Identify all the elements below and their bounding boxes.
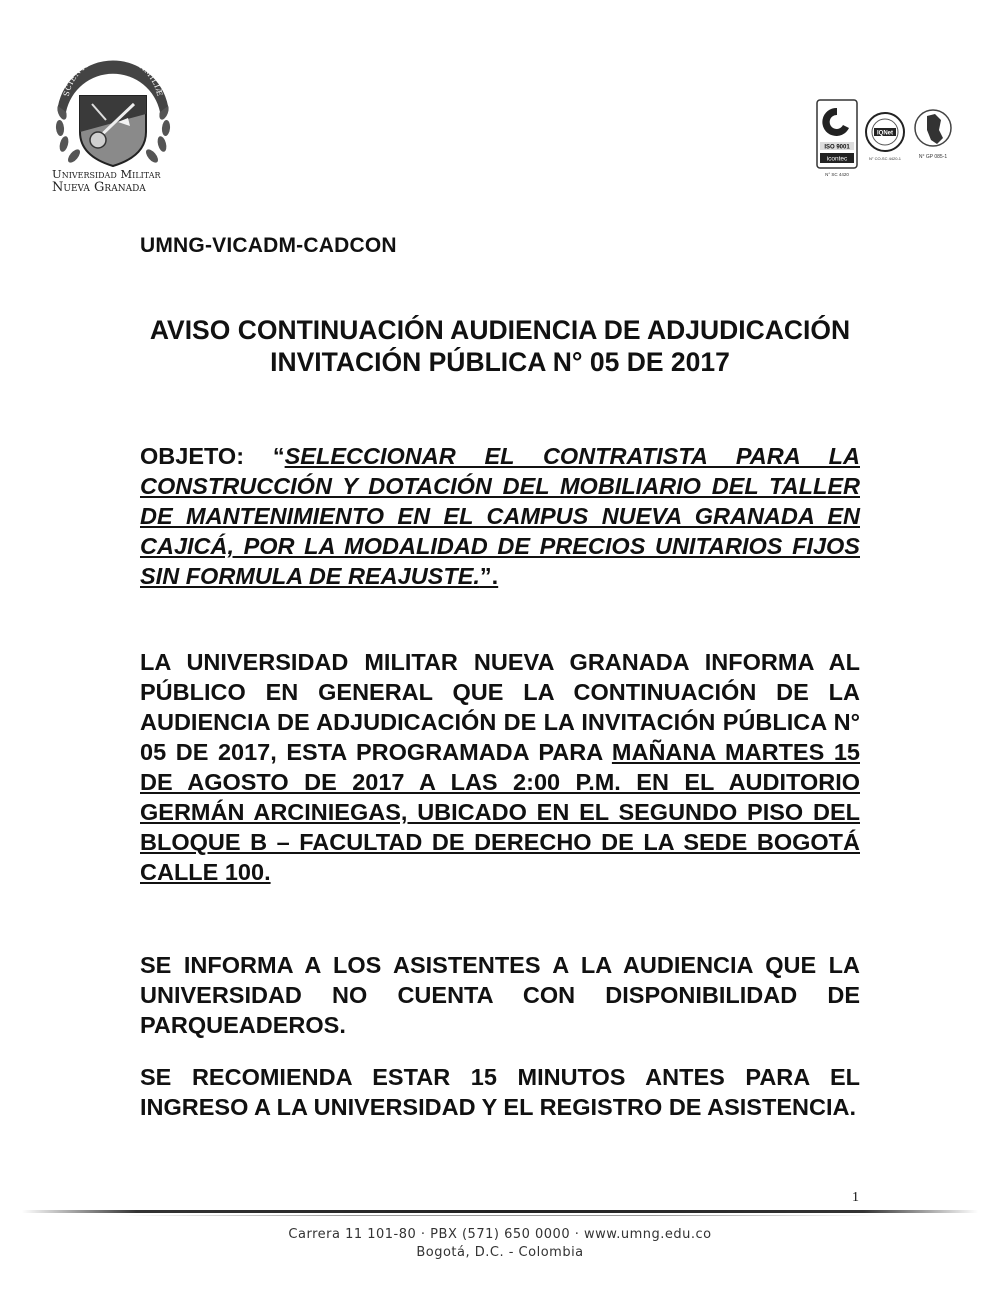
certification-seals-icon <box>815 98 960 178</box>
objeto-paragraph <box>140 441 860 591</box>
info-underlined-text: MAÑANA MARTES 15 DE AGOSTO DE 2017 A LAS 2:00 P.M. EN EL AUDITORIO GERMÁN ARCINIEGAS, UBICADO EN EL SEGUNDO PISO DEL BLOQUE B – FACULTAD DE DERECHO DE LA SEDE BOGOTÁ CALLE 100. <box>140 739 860 885</box>
svg-text:SCIENTIÆ PATRIÆ FAMILIÆ: SCIENTIÆ PATRIÆ FAMILIÆ <box>61 52 165 98</box>
objeto-text: SELECCIONAR EL CONTRATISTA PARA LA CONSTRUCCIÓN Y DOTACIÓN DEL MOBILIARIO DEL TALLER DE MANTENIMIENTO EN EL CAMPUS NUEVA GRANADA EN CAJICÁ, POR LA MODALIDAD DE PRECIOS UNITARIOS FIJOS SIN FORMULA DE REAJUSTE. <box>140 443 860 589</box>
footer-divider-thin <box>120 1215 880 1216</box>
svg-text:icontec: icontec <box>826 155 848 163</box>
svg-text:N° GP 085-1: N° GP 085-1 <box>918 154 948 160</box>
objeto-label: OBJETO: “ <box>140 443 285 469</box>
recommendation-paragraph: SE RECOMIENDA ESTAR 15 MINUTOS ANTES PARA EL INGRESO A LA UNIVERSIDAD Y EL REGISTRO DE ASISTENCIA. <box>140 1064 860 1120</box>
footer-city: Bogotá, D.C. - Colombia <box>416 1245 584 1260</box>
page-number: 1 <box>852 1190 859 1205</box>
university-crest-icon <box>48 52 178 172</box>
info-text: LA UNIVERSIDAD MILITAR NUEVA GRANADA INFORMA AL PÚBLICO EN GENERAL QUE LA CONTINUACIÓN DE LA AUDIENCIA DE ADJUDICACIÓN DE LA INVITACIÓN PÚBLICA N° 05 DE 2017, ESTA PROGRAMADA PARA <box>140 649 860 765</box>
document-title: AVISO CONTINUACIÓN AUDIENCIA DE ADJUDICACIÓN INVITACIÓN PÚBLICA N° 05 DE 2017 <box>149 315 851 377</box>
objeto-close: ”. <box>479 563 499 589</box>
university-name-line1: Universidad Militar <box>52 167 161 181</box>
svg-text:N° SC 4420: N° SC 4420 <box>825 172 849 177</box>
footer-address: Carrera 11 101-80 · PBX (571) 650 0000 · www.umng.edu.co <box>288 1227 712 1242</box>
university-name-line2: Nueva Granada <box>52 180 146 195</box>
svg-text:IQNet: IQNet <box>876 130 894 137</box>
svg-text:N° CO-SC 4420-1: N° CO-SC 4420-1 <box>868 156 902 161</box>
info-paragraph <box>140 647 860 887</box>
certification-seals <box>815 98 960 178</box>
document-code: UMNG-VICADM-CADCON <box>140 234 397 257</box>
footer-divider <box>22 1210 978 1213</box>
svg-text:ISO 9001: ISO 9001 <box>824 144 850 151</box>
parking-paragraph: SE INFORMA A LOS ASISTENTES A LA AUDIENCIA QUE LA UNIVERSIDAD NO CUENTA CON DISPONIBILIDAD DE PARQUEADEROS. <box>140 952 860 1038</box>
university-name <box>52 168 161 194</box>
